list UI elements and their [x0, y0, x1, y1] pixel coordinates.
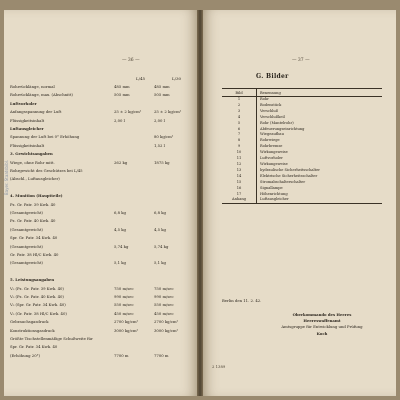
figure-description: Verschlußkeil — [257, 115, 383, 121]
spec-value-l45: 6,8 kg — [114, 210, 126, 215]
col-header-l45: L/45 — [136, 76, 146, 81]
spec-label: Wiege, ohne Rohr mitt. — [10, 159, 55, 165]
spec-value-l30 — [154, 218, 188, 223]
spec-label: 5. Leistungsangaben — [10, 277, 55, 283]
spec-value-l30: 80 kg/cm² — [154, 134, 174, 140]
figure-description: Stromabschalterschalter — [257, 180, 383, 186]
spec-value-l30: 1875 kg — [154, 159, 170, 165]
spec-row — [10, 109, 188, 114]
spec-value-l45: 5,1 kg — [114, 260, 126, 266]
signature-name: Koch — [316, 331, 328, 336]
spec-label: V₀ (Pz. Gr. Patr. 39 Kwk. 40) — [10, 285, 64, 291]
spec-value-l45 — [114, 176, 154, 181]
spec-value-l45: 550 m/sec — [114, 302, 134, 308]
figure-description: Luftausgleicher — [257, 197, 383, 203]
figure-number: 13 — [236, 167, 242, 172]
figure-description: Wiegeaufbau — [257, 132, 383, 138]
figure-number: Anhang — [222, 197, 257, 203]
figure-row — [222, 197, 382, 203]
spec-row — [10, 328, 188, 333]
spec-label: Gebrauchsgasdruck — [10, 319, 49, 325]
spec-value-l30: 450 m/sec — [154, 310, 174, 316]
spec-value-l45: 5,74 kg — [114, 243, 129, 249]
figure-description: Abfeuerungseinrichtung — [257, 127, 383, 133]
spec-value-l30: 990 m/sec — [154, 294, 174, 299]
section-title: G. Bilder — [256, 73, 289, 80]
spec-row — [10, 160, 188, 165]
authority-line-1: Oberkommando des Heeres — [292, 312, 352, 317]
spec-value-l45: 450 m/sec — [114, 310, 134, 316]
spec-label: Gr. Patr. 38 Hl/C Kwk. 40 — [10, 252, 59, 257]
spec-label: Spr. Gr. Patr. 34 Kwk. 40 — [10, 235, 58, 241]
figure-number: 8 — [237, 138, 241, 143]
spec-row — [10, 168, 188, 173]
spec-label: Pz. Gr. Patr. 39 Kwk. 40 — [10, 201, 56, 207]
spec-row — [10, 353, 188, 358]
spec-value-l45 — [114, 101, 154, 106]
col-header-description: Benennung — [257, 89, 383, 97]
left-page-number: — 36 — — [122, 58, 140, 63]
spec-value-l45 — [114, 252, 154, 257]
spec-label: Flüssigkeitsinhalt — [10, 117, 45, 123]
spec-value-l30: 5,1 kg — [154, 260, 166, 266]
spec-label: V₀ (Gr. Patr. 38 Hl/C Kwk. 40) — [10, 310, 67, 316]
figure-description: Wirkungsweise — [257, 162, 383, 168]
spec-row — [10, 227, 188, 232]
authority-line-3: Amtsgruppe für Entwicklung und Prüfung — [281, 324, 363, 329]
figure-description: Wirkungsweise — [257, 150, 383, 156]
spec-label: Spr. Gr. Patr. 34 Kwk. 40 — [10, 344, 58, 350]
figure-number: 16 — [236, 185, 242, 190]
spec-value-l45 — [114, 202, 154, 207]
spec-value-l45: 3000 kg/cm² — [114, 327, 139, 333]
spec-row — [10, 84, 188, 89]
spec-value-l45 — [114, 134, 154, 139]
spec-label: Spannung der Luft bei 0° Erhöhung — [10, 134, 80, 140]
figure-description: Rohrwiege — [257, 138, 383, 144]
spec-value-l30 — [154, 336, 188, 341]
spec-row — [10, 218, 188, 223]
figure-number: 5 — [237, 120, 241, 125]
spec-value-l30: 7700 m — [154, 352, 169, 358]
spec-value-l30 — [154, 101, 188, 106]
spec-label: (Abschl., Luftausgleicher) — [10, 176, 60, 182]
figure-number: 11 — [236, 156, 242, 161]
figure-description: Verschluß — [257, 109, 383, 115]
spec-value-l45 — [114, 126, 154, 131]
figure-description: Luftvorholer — [257, 156, 383, 162]
spec-value-l30 — [154, 193, 188, 198]
figure-description: Elektrische Sicherheitsschalter — [257, 174, 383, 180]
spec-value-l45 — [114, 193, 154, 198]
figure-number: 6 — [237, 126, 241, 131]
col-header-l30: L/30 — [172, 76, 182, 81]
spec-row — [10, 244, 188, 249]
spec-row — [10, 252, 188, 257]
spec-value-l45 — [114, 344, 154, 349]
spec-label: Rohrgewicht des Geschützes bei L/45 — [10, 168, 83, 173]
spec-value-l30 — [154, 151, 188, 156]
spec-row — [10, 202, 188, 207]
spec-value-l30: 2,00 l — [154, 117, 165, 123]
figure-number: 7 — [237, 132, 241, 137]
figure-number: 14 — [236, 173, 242, 178]
spec-section-heading — [10, 277, 188, 282]
spec-value-l30: 25 ± 2 kg/cm² — [154, 109, 182, 115]
spec-value-l45: 262 kg — [114, 159, 128, 165]
spec-value-l45 — [114, 336, 154, 341]
spec-value-l45 — [114, 277, 154, 282]
spec-label: Pz. Gr. Patr. 40 Kwk. 40 — [10, 218, 56, 224]
spec-row — [10, 210, 188, 215]
spec-value-l30: 505 mm — [154, 92, 170, 98]
figure-description: Rohrbremse — [257, 144, 383, 150]
spec-value-l30 — [154, 176, 188, 181]
spec-value-l45 — [114, 235, 154, 240]
spec-value-l30 — [154, 168, 188, 173]
footer-code: 2 1389 — [212, 364, 226, 369]
figure-description: Rohr — [257, 97, 383, 103]
spec-row — [10, 319, 188, 324]
spec-row — [10, 294, 188, 299]
spec-row — [10, 134, 188, 139]
spec-row — [10, 176, 188, 181]
spec-row — [10, 311, 188, 316]
col-header-number: Bild — [222, 89, 257, 97]
spec-value-l30 — [154, 277, 188, 282]
spec-value-l45: 25 ± 2 kg/cm² — [114, 109, 142, 115]
spec-label: 4. Munition (Hauptteile) — [10, 193, 63, 199]
spec-row — [10, 302, 188, 307]
figure-number: 4 — [237, 114, 241, 119]
spec-row — [10, 336, 188, 341]
spec-section-heading — [10, 193, 188, 198]
spec-row — [10, 143, 188, 148]
spec-value-l30: 6,8 kg — [154, 210, 166, 215]
spec-label: 3. Gewichtsangaben — [10, 151, 53, 157]
date-line: Berlin den 11. 2. 42. — [222, 298, 262, 303]
spec-section-heading — [10, 101, 188, 106]
spec-label: Rohrrücklänge, max. (Abschnitt) — [10, 92, 73, 98]
spec-label: Rohrrücklänge, normal — [10, 84, 55, 89]
spec-label: Luftausgleicher — [10, 126, 44, 131]
spec-row — [10, 286, 188, 291]
figure-table — [222, 88, 382, 204]
spec-value-l45: 7700 m — [114, 352, 129, 358]
spec-label: Konstruktionsgasdruck — [10, 327, 55, 333]
spec-value-l45 — [114, 168, 154, 173]
spec-value-l45: 2,00 l — [114, 117, 125, 123]
spec-row — [10, 235, 188, 240]
figure-description: Signallampe — [257, 186, 383, 192]
figure-number: 10 — [236, 150, 242, 155]
figure-number: 15 — [236, 179, 242, 184]
book-gutter — [197, 10, 203, 396]
spec-row — [10, 118, 188, 123]
spec-label: V₀ (Spr. Gr. Patr. 34 Kwk. 40) — [10, 302, 66, 308]
spec-value-l30: 4,5 kg — [154, 226, 166, 232]
spec-label: V₀ (Pz. Gr. Patr. 40 Kwk. 40) — [10, 294, 64, 299]
spec-value-l30: 550 m/sec — [154, 302, 174, 308]
spec-value-l45 — [114, 143, 154, 148]
figure-number: 2 — [237, 102, 241, 107]
figure-number: 1 — [237, 97, 241, 101]
library-stamp: Bayer. Staatsbibl. — [4, 160, 9, 196]
spec-value-l30 — [154, 235, 188, 240]
right-page-number: — 37 — — [292, 58, 310, 63]
spec-row — [10, 344, 188, 349]
spec-label: (Gesamtgewicht) — [10, 226, 43, 232]
spec-value-l30 — [154, 126, 188, 131]
figure-number: 17 — [236, 191, 242, 196]
figure-description: Höhenrichtung — [257, 192, 383, 198]
spec-label: Anfangsspannung der Luft — [10, 109, 62, 115]
figure-number: 9 — [237, 144, 241, 149]
spec-section-heading — [10, 126, 188, 131]
spec-label: (Gesamtgewicht) — [10, 260, 43, 266]
spec-value-l45: 505 mm — [114, 92, 130, 98]
spec-value-l45: 4,5 kg — [114, 226, 126, 232]
spec-value-l45: 485 mm — [114, 84, 130, 89]
spec-value-l30 — [154, 202, 188, 207]
spec-value-l45: 2700 kg/cm² — [114, 319, 139, 325]
figure-description: Rohr (Mantelrohr) — [257, 121, 383, 127]
spec-label: Flüssigkeitsinhalt — [10, 142, 45, 148]
spec-label: (Erhöhung 20°) — [10, 352, 40, 358]
spec-value-l30: 5,74 kg — [154, 243, 169, 249]
figure-number: 3 — [237, 108, 241, 113]
spec-label: (Gesamtgewicht) — [10, 210, 43, 215]
spec-value-l30: 1,52 l — [154, 142, 165, 148]
figure-number: 12 — [236, 161, 242, 166]
spec-value-l45: 750 m/sec — [114, 285, 134, 291]
spec-value-l30 — [154, 344, 188, 349]
spec-value-l30: 485 mm — [154, 84, 170, 89]
spec-value-l45 — [114, 218, 154, 223]
spec-value-l30: 750 m/sec — [154, 285, 174, 291]
spec-row — [10, 260, 188, 265]
authority-line-2: Heereswaffenamt — [303, 318, 341, 323]
spec-label: Luftvorholer — [10, 100, 37, 106]
spec-row — [10, 92, 188, 97]
spec-label: Größte Tischstellenmäßige Schußweite für — [10, 336, 93, 341]
figure-description: Bodenstück — [257, 103, 383, 109]
spec-value-l30 — [154, 252, 188, 257]
spec-section-heading — [10, 151, 188, 156]
figure-description: hydraulische Sicherheitsschalter — [257, 168, 383, 174]
spec-value-l30: 2700 kg/cm² — [154, 319, 179, 325]
spec-value-l45 — [114, 151, 154, 156]
spec-value-l30: 3000 kg/cm² — [154, 327, 179, 333]
spec-label: (Gesamtgewicht) — [10, 243, 43, 249]
spec-value-l45: 990 m/sec — [114, 294, 134, 299]
